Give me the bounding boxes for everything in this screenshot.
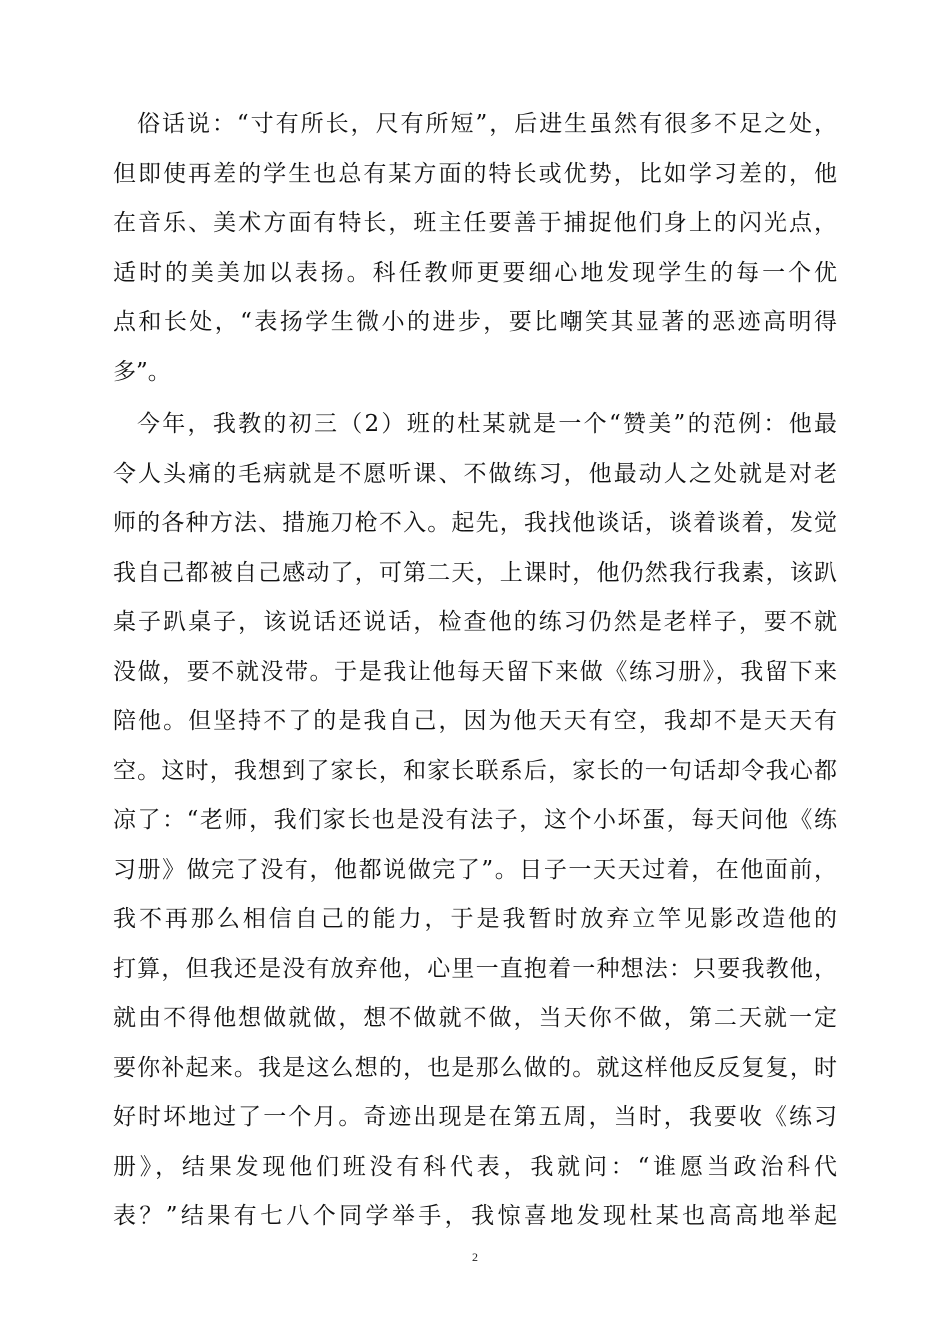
text-line: 陪他。但坚持不了的是我自己，因为他天天有空，我却不是天天有: [113, 708, 837, 734]
paragraph-1: [113, 100, 837, 397]
text-line: 就由不得他想做就做，想不做就不做，当天你不做，第二天就一定: [113, 1005, 837, 1031]
text-line: 打算，但我还是没有放弃他，心里一直抱着一种想法：只要我教他，: [113, 955, 837, 982]
text-line: 习册》做完了没有，他都说做完了”。日子一天天过着，在他面前，: [113, 856, 837, 883]
text-line: 凉了：“老师，我们家长也是没有法子，这个小坏蛋，每天问他《练: [113, 807, 837, 833]
text-line: 好时坏地过了一个月。奇迹出现是在第五周，当时，我要收《练习: [113, 1104, 837, 1130]
text-line: 桌子趴桌子，该说话还说话，检查他的练习仍然是老样子，要不就: [113, 609, 837, 635]
text-line: 但即使再差的学生也总有某方面的特长或优势，比如学习差的，他: [113, 160, 837, 187]
text-line: 多”。: [113, 358, 171, 385]
text-line: 师的各种方法、措施刀枪不入。起先，我找他谈话，谈着谈着，发觉: [113, 510, 837, 536]
text-line: 我不再那么相信自己的能力，于是我暂时放弃立竿见影改造他的: [113, 906, 837, 932]
text-line: 我自己都被自己感动了，可第二天，上课时，他仍然我行我素，该趴: [113, 559, 837, 586]
text-line: 令人头痛的毛病就是不愿听课、不做练习，他最动人之处就是对老: [113, 460, 837, 487]
text-line: 册》，结果发现他们班没有科代表，我就问：“谁愿当政治科代: [113, 1153, 837, 1180]
page-number: 2: [472, 1250, 478, 1264]
text-line: 在音乐、美术方面有特长，班主任要善于捕捉他们身上的闪光点，: [113, 210, 837, 236]
text-line: 要你补起来。我是这么想的，也是那么做的。就这样他反反复复，时: [113, 1054, 837, 1081]
text-line: 俗话说：“寸有所长，尺有所短”，后进生虽然有很多不足之处，: [137, 111, 837, 137]
text-line: 空。这时，我想到了家长，和家长联系后，家长的一句话却令我心都: [113, 757, 837, 784]
text-line: 表？”结果有七八个同学举手，我惊喜地发现杜某也高高地举起: [113, 1203, 837, 1229]
text-line: 今年，我教的初三（2）班的杜某就是一个“赞美”的范例：他最: [137, 411, 837, 437]
paragraph-2: [113, 400, 837, 1242]
text-line: 点和长处，“表扬学生微小的进步，要比嘲笑其显著的恶迹高明得: [113, 309, 837, 335]
text-line: 没做，要不就没带。于是我让他每天留下来做《练习册》，我留下来: [113, 658, 837, 685]
text-line: 适时的美美加以表扬。科任教师更要细心地发现学生的每一个优: [113, 259, 837, 286]
